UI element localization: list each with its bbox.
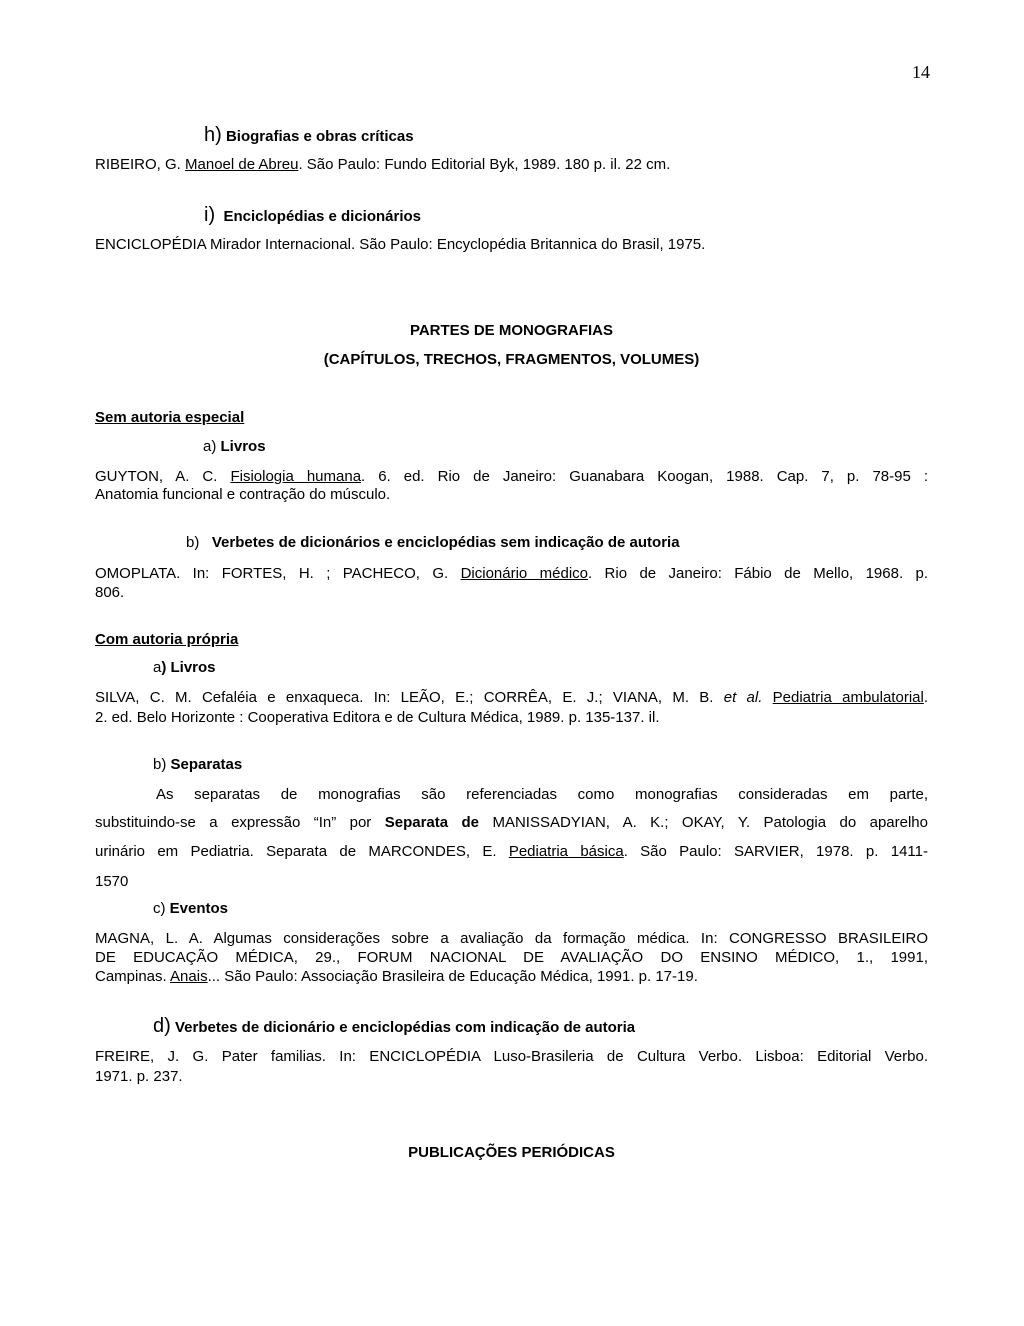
section-i-title: Enciclopédias e dicionários bbox=[223, 208, 422, 225]
reference-silva bbox=[95, 689, 928, 707]
paragraph-title: Pediatria básica bbox=[508, 843, 624, 860]
ref-text: SILVA, C. M. Cefaléia e enxaqueca. In: LEÃO, E.; CORRÊA, E. J.; VIANA, M. B. bbox=[95, 689, 724, 706]
reference-freire-line2: 1971. p. 237. bbox=[95, 1068, 183, 1085]
section-i-letter: i) bbox=[204, 204, 216, 226]
ref-title: Dicionário médico bbox=[460, 565, 589, 582]
ref-text: GUYTON, A. C. bbox=[95, 468, 231, 485]
paragraph-text: . São Paulo: SARVIER, 1978. p. 1411- bbox=[623, 843, 928, 860]
sem-autoria-a-heading bbox=[203, 438, 266, 455]
paragraph-bold: Separata de bbox=[384, 814, 480, 831]
ref-title: Manoel de Abreu bbox=[185, 156, 299, 173]
paragraph-text: MANISSADYIAN, A. K.; OKAY, Y. Patologia do aparelho bbox=[479, 814, 928, 831]
separatas-paragraph-line4: 1570 bbox=[95, 873, 129, 890]
item-title: Eventos bbox=[169, 900, 229, 917]
ref-text: RIBEIRO, G. bbox=[95, 156, 186, 173]
com-autoria-d-heading bbox=[153, 1015, 635, 1038]
item-letter: c) bbox=[153, 900, 166, 917]
reference-magna-line2: DE EDUCAÇÃO MÉDICA, 29., FORUM NACIONAL DE AVALIAÇÃO DO ENSINO MÉDICO, 1., 1991, bbox=[95, 949, 928, 966]
heading-line: PARTES DE MONOGRAFIAS bbox=[409, 322, 614, 339]
ref-title: Fisiologia humana bbox=[230, 468, 362, 485]
sem-autoria-b-heading bbox=[186, 534, 680, 551]
section-h-heading bbox=[204, 124, 414, 147]
paragraph-text: urinário em Pediatria. Separata de MARCONDES, E. bbox=[95, 843, 509, 860]
item-letter: b) bbox=[153, 756, 167, 773]
reference-freire-line1: FREIRE, J. G. Pater familias. In: ENCICLOPÉDIA Luso-Brasileria de Cultura Verbo. Lisboa: Editorial Verbo. bbox=[95, 1048, 928, 1065]
reference-silva-line2: 2. ed. Belo Horizonte : Cooperativa Editora e de Cultura Médica, 1989. p. 135-137. il. bbox=[95, 709, 660, 726]
com-autoria-c-heading bbox=[153, 900, 228, 917]
reference-omoplata bbox=[95, 565, 928, 583]
subsection-title: Sem autoria especial bbox=[95, 409, 245, 426]
ref-text: . Rio de Janeiro: Fábio de Mello, 1968. p. bbox=[588, 565, 929, 582]
reference-ribeiro bbox=[95, 156, 670, 173]
heading-line: (CAPÍTULOS, TRECHOS, FRAGMENTOS, VOLUMES) bbox=[323, 351, 700, 368]
item-title: Livros bbox=[220, 438, 266, 455]
separatas-paragraph-line2 bbox=[95, 808, 928, 837]
section-h-letter: h) bbox=[204, 124, 222, 146]
section-h-title: Biografias e obras críticas bbox=[225, 128, 414, 145]
subsection-com-autoria bbox=[95, 631, 238, 648]
reference-magna-line3 bbox=[95, 968, 698, 986]
item-title: Verbetes de dicionário e enciclopédias com indicação de autoria bbox=[174, 1019, 636, 1036]
section-title-partes bbox=[95, 322, 928, 339]
subsection-sem-autoria bbox=[95, 409, 244, 426]
ref-text: . São Paulo: Fundo Editorial Byk, 1989. 180 p. il. 22 cm. bbox=[298, 156, 671, 173]
ref-text: ... São Paulo: Associação Brasileira de Educação Médica, 1991. p. 17-19. bbox=[207, 968, 698, 985]
reference-guyton bbox=[95, 468, 928, 486]
item-letter: d) bbox=[153, 1015, 171, 1037]
item-title: Separatas bbox=[170, 756, 243, 773]
section-title-periodicas bbox=[95, 1144, 928, 1161]
reference-enciclopedia: ENCICLOPÉDIA Mirador Internacional. São Paulo: Encyclopédia Britannica do Brasil, 1975. bbox=[95, 236, 706, 253]
section-i-heading bbox=[204, 204, 421, 227]
reference-magna-line1: MAGNA, L. A. Algumas considerações sobre a avaliação da formação médica. In: CONGRESSO BRASILEIRO bbox=[95, 930, 928, 947]
item-letter: a bbox=[153, 659, 162, 676]
ref-text: . bbox=[923, 689, 928, 706]
reference-guyton-line2: Anatomia funcional e contração do músculo. bbox=[95, 486, 391, 503]
subsection-title: Com autoria própria bbox=[95, 631, 239, 648]
page-number: 14 bbox=[912, 62, 930, 82]
item-title: ) Livros bbox=[161, 659, 216, 676]
separatas-paragraph-line3 bbox=[95, 837, 928, 866]
ref-text: OMOPLATA. In: FORTES, H. ; PACHECO, G. bbox=[95, 565, 461, 582]
ref-text: Campinas. bbox=[95, 968, 171, 985]
ref-etal: et al. bbox=[723, 689, 763, 706]
ref-text: . 6. ed. Rio de Janeiro: Guanabara Koogan, 1988. Cap. 7, p. 78-95 : bbox=[361, 468, 928, 485]
ref-title: Pediatria ambulatorial bbox=[772, 689, 924, 706]
item-letter: b) bbox=[186, 534, 200, 551]
item-title: Verbetes de dicionários e enciclopédias sem indicação de autoria bbox=[211, 534, 680, 551]
paragraph-text: substituindo-se a expressão “In” por bbox=[95, 814, 385, 831]
ref-space bbox=[762, 689, 772, 706]
heading-line: PUBLICAÇÕES PERIÓDICAS bbox=[408, 1144, 615, 1161]
section-subtitle-partes bbox=[95, 351, 928, 368]
separatas-paragraph-line1: As separatas de monografias são referenciadas como monografias consideradas em parte, bbox=[156, 786, 928, 803]
com-autoria-b-heading bbox=[153, 756, 242, 773]
reference-omoplata-line2: 806. bbox=[95, 584, 125, 601]
com-autoria-a-heading bbox=[153, 659, 216, 676]
ref-title: Anais bbox=[170, 968, 208, 985]
item-letter: a) bbox=[203, 438, 217, 455]
